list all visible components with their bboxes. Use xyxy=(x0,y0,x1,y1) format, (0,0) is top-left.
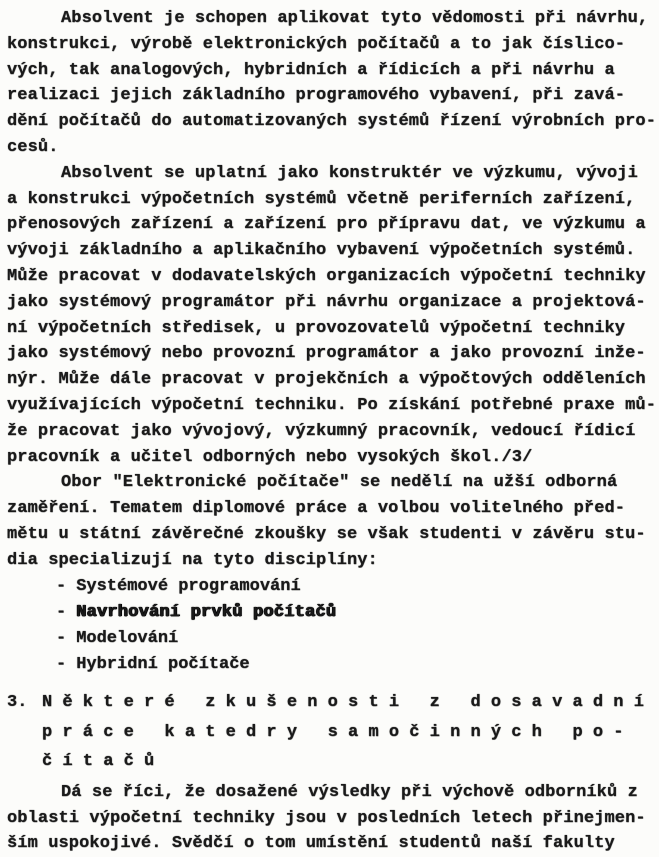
text-line: vých, tak analogových, hybridních a řídicích a při návrhu a xyxy=(7,60,615,80)
list-item-marker: - xyxy=(56,628,67,648)
text-line: a konstrukci výpočetních systémů včetně periferních zařízení, xyxy=(7,189,636,209)
text-line: Obor "Elektronické počítače" se nedělí na užší odborná xyxy=(61,473,618,493)
list-item-marker: - xyxy=(56,655,67,675)
text-line: ní výpočetních středisek, u provozovatelů výpočetní techniky xyxy=(7,318,626,338)
section-heading-line: p r á c e k a t e d r y s a m o č i n n ý c h p o - xyxy=(42,722,624,742)
section-heading-number: 3. xyxy=(7,693,28,713)
text-line: jako systémový nebo provozní programátor a jako provozní inže- xyxy=(7,344,646,364)
text-line: ším uspokojivé. Svědčí o tom umístění studentů naší fakulty xyxy=(7,834,615,854)
text-line: nýr. Může dále pracovat v projekčních a výpočtových odděleních xyxy=(7,370,646,390)
text-line: pracovník a učitel odborných nebo vysokých škol./3/ xyxy=(7,447,533,467)
text-line: Absolvent se uplatní jako konstruktér ve výzkumu, vývoji xyxy=(61,163,638,183)
list-item-label: Navrhování prvků počítačů xyxy=(76,602,337,622)
text-line: oblasti výpočetní techniky jsou v posledních letech přinejmen- xyxy=(7,808,646,828)
text-line: Může pracovat v dodavatelských organizacích výpočetní techniky xyxy=(7,266,646,286)
section-heading-line: č í t a č ů xyxy=(42,752,155,772)
text-line: Absolvent je schopen aplikovat tyto vědomosti při návrhu, xyxy=(61,9,649,28)
list-item-marker: - xyxy=(56,602,67,622)
text-line: přenosových zařízení a zařízení pro přípravu dat, ve výzkumu a xyxy=(7,215,646,235)
text-line: že pracovat jako vývojový, výzkumný pracovník, vedoucí řídicí xyxy=(7,421,636,441)
list-item-label: Systémové programování xyxy=(76,576,301,596)
section-heading-experience xyxy=(7,688,656,777)
text-line: konstrukci, výrobě elektronických počítačů a to jak číslico- xyxy=(7,34,626,54)
list-item xyxy=(7,600,656,626)
list-item xyxy=(7,574,656,600)
list-item-marker: - xyxy=(56,576,67,596)
text-line: mětu u státní závěrečné zkoušky se však studenti v závěru stu- xyxy=(7,524,646,544)
list-item-label: Hybridní počítače xyxy=(76,655,250,675)
list-item xyxy=(7,652,656,678)
document-body xyxy=(7,6,656,857)
text-line: dění počítačů do automatizovaných systémů řízení výrobních pro- xyxy=(7,112,657,132)
paragraph-field-specialization xyxy=(7,470,656,573)
text-line: využívajících výpočetní techniku. Po získání potřebné praxe mů- xyxy=(7,395,657,415)
list-item xyxy=(7,626,656,652)
text-line: dia specializují na tyto disciplíny: xyxy=(7,550,378,570)
section-heading-text xyxy=(42,688,656,777)
paragraph-graduate-employment xyxy=(7,161,656,471)
section-heading-line: N ě k t e r é z k u š e n o s t i z d o s a v a d n í xyxy=(42,693,644,713)
text-line: zaměření. Tematem diplomové práce a volbou volitelného před- xyxy=(7,499,626,519)
text-line: jako systémový programátor při návrhu organizace a projektová- xyxy=(7,292,646,312)
specializations-list xyxy=(7,574,656,679)
paragraph-graduate-abilities xyxy=(7,6,656,161)
text-line: Dá se říci, že dosažené výsledky při výchově odborníků z xyxy=(61,782,638,802)
text-line: realizaci jejich základního programového vybavení, při zavá- xyxy=(7,86,626,106)
list-item-label: Modelování xyxy=(76,628,179,648)
text-line: vývoji základního a aplikačního vybavení výpočetních systémů. xyxy=(7,241,636,261)
paragraph-results xyxy=(7,780,656,857)
text-line: cesů. xyxy=(7,137,59,157)
